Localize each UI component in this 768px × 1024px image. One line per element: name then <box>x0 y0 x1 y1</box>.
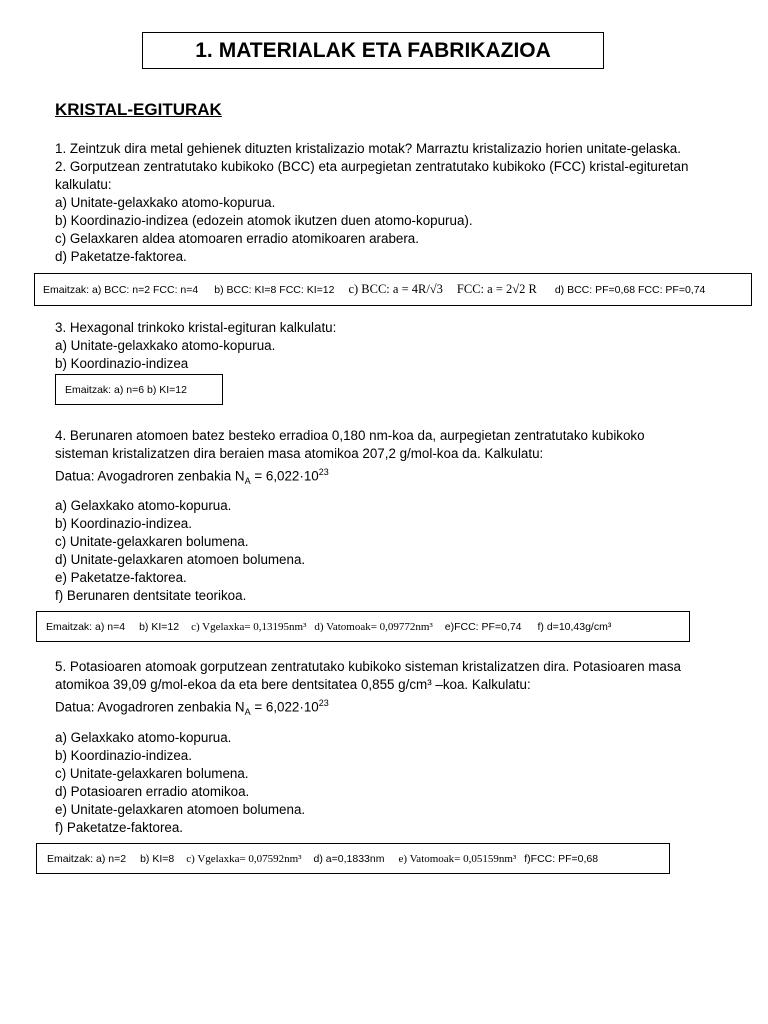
title-text: MATERIALAK ETA FABRIKAZIOA <box>218 38 551 62</box>
list-item: e) Unitate-gelaxkaren atomoen bolumena. <box>55 802 306 817</box>
answer-c-fcc: FCC: a = 2√2 R <box>456 282 537 296</box>
datum-sub: A <box>244 707 251 718</box>
list-item: f) Paketatze-faktorea. <box>55 820 184 835</box>
text-line: b) Koordinazio-indizea (edozein atomok ikutzen duen atomo-kopurua). <box>55 213 473 228</box>
text-line: 4. Berunaren atomoen batez besteko erradioa 0,180 nm-koa da, aurpegietan zentratutako kubikoko <box>55 428 645 443</box>
text-line: a) Unitate-gelaxkako atomo-kopurua. <box>55 338 276 353</box>
list-item: e) Paketatze-faktorea. <box>55 570 187 585</box>
datum-mid: = 6,022·10 <box>250 699 319 715</box>
datum-sub: A <box>244 476 251 487</box>
answer-e: e) Vatomoak= 0,05159nm³ <box>398 852 517 865</box>
list-item: d) Potasioaren erradio atomikoa. <box>55 784 250 799</box>
list-item: c) Unitate-gelaxkaren bolumena. <box>55 766 249 781</box>
title-number: 1. <box>195 38 213 62</box>
answer-d: d) BCC: PF=0,68 FCC: PF=0,74 <box>554 283 706 296</box>
question-4 <box>55 427 735 490</box>
datum-line <box>55 463 735 490</box>
question-3 <box>55 319 735 373</box>
list-item: b) Koordinazio-indizea. <box>55 748 192 763</box>
answer-b: b) BCC: KI=8 FCC: KI=12 <box>214 283 335 296</box>
list-item: f) Berunaren dentsitate teorikoa. <box>55 588 247 603</box>
list-item: c) Unitate-gelaxkaren bolumena. <box>55 534 249 549</box>
text-line: kalkulatu: <box>55 177 112 192</box>
answer-c-bcc: c) BCC: a = 4R/√3 <box>348 282 443 296</box>
question-5 <box>55 658 735 721</box>
answer-f: f)FCC: PF=0,68 <box>524 852 599 865</box>
answer-b: b) KI=8 <box>140 852 175 865</box>
text-line: atomikoa 39,09 g/mol-ekoa da eta bere dentsitatea 0,855 g/cm³ –koa. Kalkulatu: <box>55 677 531 692</box>
datum-line <box>55 694 735 721</box>
datum-sup: 23 <box>318 467 329 477</box>
list-item: d) Unitate-gelaxkaren atomoen bolumena. <box>55 552 306 567</box>
answer-c: c) Vgelaxka= 0,07592nm³ <box>186 852 302 865</box>
text-line: b) Koordinazio-indizea <box>55 356 189 371</box>
answer-c: c) Vgelaxka= 0,13195nm³ <box>191 620 307 633</box>
text-line: 1. Zeintzuk dira metal gehienek dituzten kristalizazio motak? Marraztu kristalizazio horien unitate-gelaska. <box>55 141 681 156</box>
answer-e: e)FCC: PF=0,74 <box>444 620 522 633</box>
answer-d: d) Vatomoak= 0,09772nm³ <box>314 620 433 633</box>
answer-text: Emaitzak: a) n=6 b) KI=12 <box>65 383 187 396</box>
text-line: d) Paketatze-faktorea. <box>55 249 187 264</box>
text-line: c) Gelaxkaren aldea atomoaren erradio atomikoaren arabera. <box>55 231 419 246</box>
page-title <box>142 32 604 69</box>
answer-d: d) a=0,1833nm <box>313 852 385 865</box>
answer-f: f) d=10,43g/cm³ <box>537 620 612 633</box>
answer-box-3 <box>55 374 223 405</box>
answer-box-4 <box>36 611 690 642</box>
list-item: a) Gelaxkako atomo-kopurua. <box>55 730 232 745</box>
question-1-2 <box>55 140 735 266</box>
datum-prefix: Datua: Avogadroren zenbakia N <box>55 699 245 715</box>
datum-mid: = 6,022·10 <box>250 468 319 484</box>
datum-prefix: Datua: Avogadroren zenbakia N <box>55 468 245 484</box>
text-line: 2. Gorputzean zentratutako kubikoko (BCC) eta aurpegietan zentratutako kubikoko (FCC) kristal-egituretan <box>55 159 689 174</box>
answer-b: b) KI=12 <box>139 620 180 633</box>
answer-a: Emaitzak: a) BCC: n=2 FCC: n=4 <box>43 283 199 296</box>
section-heading: KRISTAL-EGITURAK <box>55 100 222 119</box>
text-line: 5. Potasioaren atomoak gorputzean zentratutako kubikoko sisteman kristalizatzen dira. Potasioaren masa <box>55 659 681 674</box>
datum-sup: 23 <box>318 698 329 708</box>
question-5-items <box>55 729 735 837</box>
list-item: a) Gelaxkako atomo-kopurua. <box>55 498 232 513</box>
answer-box-5 <box>36 843 670 874</box>
answer-a: Emaitzak: a) n=2 <box>47 852 127 865</box>
text-line: sisteman kristalizatzen dira beraien masa atomikoa 207,2 g/mol-koa da. Kalkulatu: <box>55 446 544 461</box>
text-line: a) Unitate-gelaxkako atomo-kopurua. <box>55 195 276 210</box>
answer-a: Emaitzak: a) n=4 <box>46 620 126 633</box>
question-4-items <box>55 497 735 605</box>
text-line: 3. Hexagonal trinkoko kristal-egituran kalkulatu: <box>55 320 337 335</box>
list-item: b) Koordinazio-indizea. <box>55 516 192 531</box>
answer-box-2 <box>34 273 752 306</box>
